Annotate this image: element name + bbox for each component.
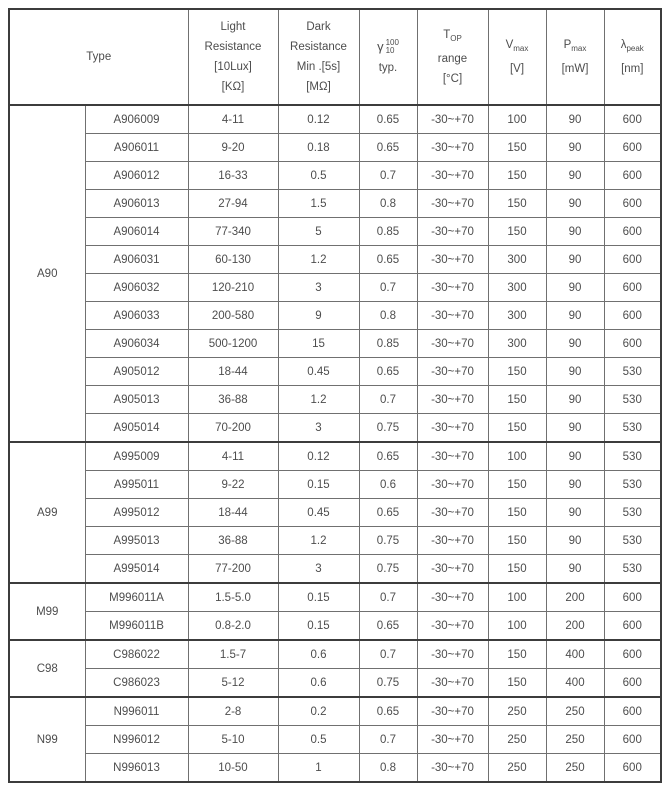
light-resistance-line4: [KΩ] [221, 81, 245, 93]
top-cell: -30~+70 [417, 246, 488, 274]
light-cell: 0.8-2.0 [188, 612, 278, 641]
top-cell: -30~+70 [417, 302, 488, 330]
pmax-symbol: $P_{max}$ [563, 39, 587, 53]
part-cell: A905012 [85, 358, 188, 386]
vmax-cell: 250 [488, 754, 546, 783]
dark-resistance-line3: Min .[5s] [296, 61, 341, 73]
pmax-cell: 90 [546, 499, 604, 527]
dark-cell: 1.2 [278, 386, 359, 414]
table-row [9, 555, 661, 584]
dark-cell: 5 [278, 218, 359, 246]
column-header-dark-resistance [278, 9, 359, 105]
gamma-sub: 10 [385, 45, 395, 55]
lambda-cell: 600 [604, 754, 661, 783]
vmax-cell: 150 [488, 358, 546, 386]
column-header-gamma [359, 9, 417, 105]
part-cell: A906012 [85, 162, 188, 190]
vmax-cell: 100 [488, 105, 546, 134]
lambda-cell: 530 [604, 527, 661, 555]
part-cell: A906009 [85, 105, 188, 134]
light-cell: 16-33 [188, 162, 278, 190]
column-header-light-resistance [188, 9, 278, 105]
lambda-cell: 530 [604, 499, 661, 527]
dark-cell: 0.18 [278, 134, 359, 162]
part-cell: N996013 [85, 754, 188, 783]
light-cell: 1.5-5.0 [188, 583, 278, 612]
dark-cell: 1.2 [278, 527, 359, 555]
lambda-cell: 600 [604, 669, 661, 698]
top-cell: -30~+70 [417, 697, 488, 726]
pmax-cell: 90 [546, 442, 604, 471]
column-header-lambda-peak [604, 9, 661, 105]
part-cell: C986023 [85, 669, 188, 698]
gamma-sup: 100 [385, 37, 399, 47]
gamma-cell: 0.6 [359, 471, 417, 499]
top-cell: -30~+70 [417, 218, 488, 246]
top-cell: -30~+70 [417, 162, 488, 190]
spec-table [8, 8, 662, 783]
top-cell: -30~+70 [417, 640, 488, 669]
top-cell: -30~+70 [417, 583, 488, 612]
column-header-vmax [488, 9, 546, 105]
lambda-symbol: $\lambda_{peak}$ [620, 39, 644, 53]
light-cell: 9-20 [188, 134, 278, 162]
pmax-cell: 200 [546, 612, 604, 641]
lambda-cell: 600 [604, 302, 661, 330]
gamma-cell: 0.8 [359, 754, 417, 783]
gamma-cell: 0.65 [359, 499, 417, 527]
lambda-unit-label: [nm] [621, 63, 644, 75]
table-row [9, 754, 661, 783]
lambda-cell: 530 [604, 471, 661, 499]
top-cell: -30~+70 [417, 612, 488, 641]
pmax-cell: 90 [546, 246, 604, 274]
pmax-cell: 90 [546, 386, 604, 414]
top-cell: -30~+70 [417, 726, 488, 754]
light-cell: 9-22 [188, 471, 278, 499]
light-cell: 70-200 [188, 414, 278, 443]
lambda-cell: 600 [604, 612, 661, 641]
table-row [9, 134, 661, 162]
table-row [9, 105, 661, 134]
type-group-cell: A90 [9, 105, 85, 442]
dark-resistance-line1: Dark [306, 21, 331, 33]
vmax-cell: 150 [488, 555, 546, 584]
dark-cell: 0.2 [278, 697, 359, 726]
gamma-cell: 0.75 [359, 669, 417, 698]
pmax-cell: 90 [546, 218, 604, 246]
top-cell: -30~+70 [417, 527, 488, 555]
pmax-cell: 90 [546, 358, 604, 386]
light-cell: 36-88 [188, 527, 278, 555]
part-cell: M996011A [85, 583, 188, 612]
light-cell: 77-340 [188, 218, 278, 246]
vmax-cell: 100 [488, 583, 546, 612]
gamma-cell: 0.65 [359, 612, 417, 641]
part-cell: A906033 [85, 302, 188, 330]
light-cell: 200-580 [188, 302, 278, 330]
top-cell: -30~+70 [417, 414, 488, 443]
table-row [9, 640, 661, 669]
pmax-cell: 90 [546, 134, 604, 162]
lambda-cell: 600 [604, 105, 661, 134]
top-cell: -30~+70 [417, 190, 488, 218]
dark-cell: 0.5 [278, 726, 359, 754]
light-cell: 1.5-7 [188, 640, 278, 669]
gamma-symbol-group [377, 37, 399, 57]
type-group-cell: M99 [9, 583, 85, 640]
table-row [9, 697, 661, 726]
pmax-unit-label: [mW] [561, 63, 589, 75]
spec-table-header [9, 9, 661, 105]
part-cell: A906034 [85, 330, 188, 358]
pmax-cell: 90 [546, 527, 604, 555]
part-cell: A906032 [85, 274, 188, 302]
table-row [9, 358, 661, 386]
lambda-cell: 600 [604, 726, 661, 754]
top-cell: -30~+70 [417, 555, 488, 584]
spec-table-body [9, 105, 661, 782]
table-row [9, 669, 661, 698]
part-cell: A995013 [85, 527, 188, 555]
vmax-cell: 150 [488, 669, 546, 698]
table-row [9, 414, 661, 443]
vmax-cell: 150 [488, 499, 546, 527]
part-cell: A905013 [85, 386, 188, 414]
pmax-cell: 250 [546, 754, 604, 783]
pmax-cell: 90 [546, 555, 604, 584]
dark-cell: 9 [278, 302, 359, 330]
part-cell: A995009 [85, 442, 188, 471]
top-cell: -30~+70 [417, 442, 488, 471]
pmax-cell: 90 [546, 105, 604, 134]
vmax-cell: 150 [488, 162, 546, 190]
table-row [9, 499, 661, 527]
top-cell: -30~+70 [417, 386, 488, 414]
dark-cell: 0.6 [278, 640, 359, 669]
table-row [9, 330, 661, 358]
vmax-cell: 150 [488, 527, 546, 555]
light-cell: 5-10 [188, 726, 278, 754]
pmax-cell: 250 [546, 697, 604, 726]
dark-cell: 0.5 [278, 162, 359, 190]
pmax-cell: 90 [546, 274, 604, 302]
table-row [9, 442, 661, 471]
gamma-cell: 0.85 [359, 330, 417, 358]
gamma-cell: 0.7 [359, 583, 417, 612]
light-cell: 4-11 [188, 442, 278, 471]
dark-cell: 0.15 [278, 612, 359, 641]
dark-cell: 0.6 [278, 669, 359, 698]
top-cell: -30~+70 [417, 754, 488, 783]
part-cell: M996011B [85, 612, 188, 641]
lambda-cell: 530 [604, 414, 661, 443]
dark-cell: 3 [278, 274, 359, 302]
pmax-cell: 90 [546, 414, 604, 443]
lambda-cell: 600 [604, 583, 661, 612]
lambda-cell: 600 [604, 246, 661, 274]
top-cell: -30~+70 [417, 134, 488, 162]
vmax-cell: 150 [488, 471, 546, 499]
vmax-cell: 150 [488, 218, 546, 246]
pmax-cell: 90 [546, 330, 604, 358]
table-row [9, 726, 661, 754]
top-cell: -30~+70 [417, 330, 488, 358]
part-cell: A906031 [85, 246, 188, 274]
light-cell: 5-12 [188, 669, 278, 698]
gamma-cell: 0.65 [359, 697, 417, 726]
pmax-cell: 200 [546, 583, 604, 612]
part-cell: A905014 [85, 414, 188, 443]
light-resistance-line1: Light [220, 21, 246, 33]
vmax-cell: 150 [488, 134, 546, 162]
vmax-cell: 150 [488, 386, 546, 414]
gamma-typ-label: typ. [378, 61, 398, 74]
light-cell: 2-8 [188, 697, 278, 726]
light-cell: 18-44 [188, 358, 278, 386]
vmax-cell: 300 [488, 274, 546, 302]
dark-cell: 0.45 [278, 358, 359, 386]
pmax-cell: 400 [546, 669, 604, 698]
pmax-cell: 400 [546, 640, 604, 669]
top-cell: -30~+70 [417, 274, 488, 302]
part-cell: N996011 [85, 697, 188, 726]
gamma-cell: 0.75 [359, 527, 417, 555]
light-cell: 77-200 [188, 555, 278, 584]
lambda-cell: 600 [604, 134, 661, 162]
table-row [9, 583, 661, 612]
dark-cell: 3 [278, 555, 359, 584]
column-header-pmax [546, 9, 604, 105]
pmax-cell: 90 [546, 190, 604, 218]
gamma-cell: 0.7 [359, 274, 417, 302]
gamma-cell: 0.8 [359, 190, 417, 218]
gamma-cell: 0.75 [359, 414, 417, 443]
table-row [9, 218, 661, 246]
lambda-cell: 600 [604, 640, 661, 669]
lambda-cell: 600 [604, 218, 661, 246]
gamma-cell: 0.65 [359, 442, 417, 471]
vmax-cell: 300 [488, 246, 546, 274]
dark-cell: 0.12 [278, 442, 359, 471]
part-cell: A995012 [85, 499, 188, 527]
gamma-cell: 0.7 [359, 162, 417, 190]
part-cell: A906014 [85, 218, 188, 246]
vmax-cell: 300 [488, 302, 546, 330]
light-cell: 4-11 [188, 105, 278, 134]
lambda-cell: 600 [604, 190, 661, 218]
gamma-cell: 0.8 [359, 302, 417, 330]
type-group-cell: N99 [9, 697, 85, 782]
vmax-cell: 150 [488, 414, 546, 443]
table-row [9, 246, 661, 274]
gamma-cell: 0.75 [359, 555, 417, 584]
gamma-cell: 0.65 [359, 358, 417, 386]
pmax-cell: 250 [546, 726, 604, 754]
light-resistance-line3: [10Lux] [214, 61, 252, 73]
vmax-symbol: $V_{max}$ [505, 39, 529, 53]
gamma-cell: 0.65 [359, 134, 417, 162]
dark-resistance-line2: Resistance [290, 41, 347, 53]
top-cell: -30~+70 [417, 499, 488, 527]
table-row [9, 527, 661, 555]
part-cell: A906011 [85, 134, 188, 162]
dark-cell: 1.5 [278, 190, 359, 218]
light-cell: 27-94 [188, 190, 278, 218]
top-cell: -30~+70 [417, 358, 488, 386]
table-row [9, 162, 661, 190]
table-row [9, 274, 661, 302]
light-cell: 500-1200 [188, 330, 278, 358]
table-row [9, 190, 661, 218]
lambda-cell: 530 [604, 555, 661, 584]
gamma-ratio-stack [386, 39, 399, 55]
header-row [9, 9, 661, 105]
top-cell: -30~+70 [417, 471, 488, 499]
type-header-label: Type [86, 51, 112, 63]
lambda-cell: 530 [604, 442, 661, 471]
part-cell: C986022 [85, 640, 188, 669]
part-cell: N996012 [85, 726, 188, 754]
light-cell: 60-130 [188, 246, 278, 274]
vmax-cell: 250 [488, 726, 546, 754]
dark-resistance-line4: [MΩ] [306, 81, 331, 93]
dark-cell: 1 [278, 754, 359, 783]
pmax-cell: 90 [546, 162, 604, 190]
part-cell: A995014 [85, 555, 188, 584]
gamma-cell: 0.7 [359, 726, 417, 754]
dark-cell: 0.45 [278, 499, 359, 527]
light-cell: 36-88 [188, 386, 278, 414]
vmax-cell: 100 [488, 612, 546, 641]
type-group-cell: C98 [9, 640, 85, 697]
dark-cell: 0.15 [278, 471, 359, 499]
pmax-cell: 90 [546, 471, 604, 499]
vmax-cell: 100 [488, 442, 546, 471]
column-header-top-range [417, 9, 488, 105]
top-unit-label: [°C] [442, 73, 463, 85]
type-group-cell: A99 [9, 442, 85, 583]
vmax-unit-label: [V] [509, 63, 525, 75]
gamma-cell: 0.65 [359, 105, 417, 134]
lambda-cell: 530 [604, 358, 661, 386]
part-cell: A906013 [85, 190, 188, 218]
light-cell: 120-210 [188, 274, 278, 302]
vmax-cell: 150 [488, 190, 546, 218]
lambda-cell: 600 [604, 162, 661, 190]
light-resistance-line2: Resistance [204, 41, 262, 53]
part-cell: A995011 [85, 471, 188, 499]
dark-cell: 1.2 [278, 246, 359, 274]
dark-cell: 0.15 [278, 583, 359, 612]
gamma-symbol: γ [377, 38, 384, 54]
light-cell: 10-50 [188, 754, 278, 783]
table-row [9, 302, 661, 330]
pmax-cell: 90 [546, 302, 604, 330]
gamma-cell: 0.7 [359, 640, 417, 669]
gamma-cell: 0.85 [359, 218, 417, 246]
column-header-type [9, 9, 188, 105]
lambda-cell: 600 [604, 274, 661, 302]
lambda-cell: 600 [604, 697, 661, 726]
top-range-label: range [437, 53, 468, 65]
vmax-cell: 250 [488, 697, 546, 726]
light-cell: 18-44 [188, 499, 278, 527]
vmax-cell: 150 [488, 640, 546, 669]
table-row [9, 386, 661, 414]
top-symbol: $T_{OP}$ [443, 29, 462, 43]
dark-cell: 0.12 [278, 105, 359, 134]
dark-cell: 3 [278, 414, 359, 443]
gamma-cell: 0.65 [359, 246, 417, 274]
lambda-cell: 600 [604, 330, 661, 358]
table-row [9, 612, 661, 641]
lambda-cell: 530 [604, 386, 661, 414]
top-cell: -30~+70 [417, 669, 488, 698]
gamma-cell: 0.7 [359, 386, 417, 414]
table-row [9, 471, 661, 499]
top-cell: -30~+70 [417, 105, 488, 134]
vmax-cell: 300 [488, 330, 546, 358]
dark-cell: 15 [278, 330, 359, 358]
